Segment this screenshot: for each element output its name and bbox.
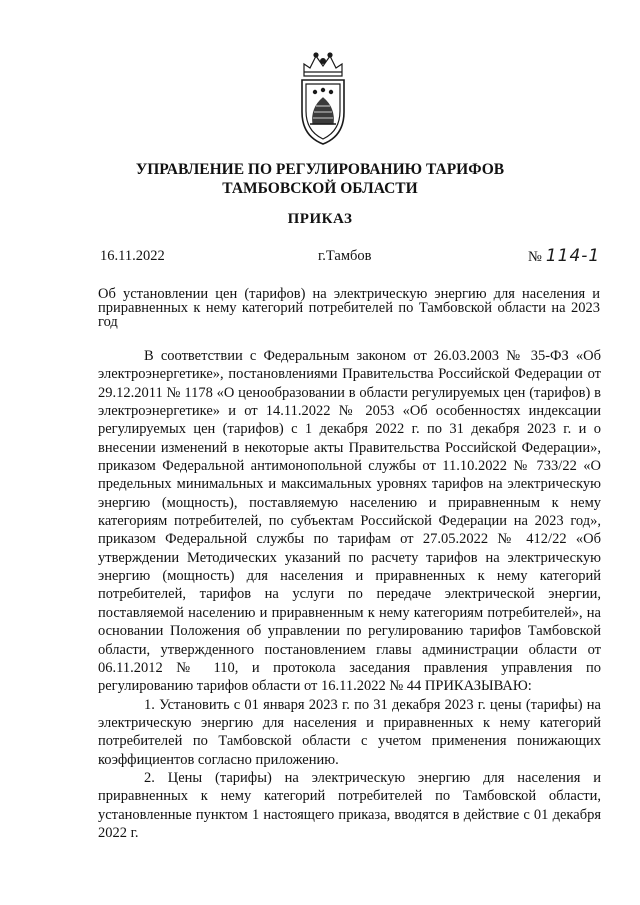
- org-name-line2: ТАМБОВСКОЙ ОБЛАСТИ: [222, 180, 418, 197]
- clause-1: 1. Установить с 01 января 2023 г. по 31 декабря 2023 г. цены (тарифы) на электрическую энергию для населения и приравненных к нему категорий потребителей по Тамбовской области с учетом применения понижающих коэффициентов согласно приложению.: [98, 696, 601, 768]
- document-date: 16.11.2022: [100, 248, 165, 264]
- document-subject: Об установлении цен (тарифов) на электрическую энергию для населения и приравненных к нему категорий потребителей по Тамбовской области на 2023 год: [98, 286, 600, 330]
- number-sign: №: [528, 249, 542, 265]
- tambov-coat-of-arms-icon: [296, 50, 350, 146]
- document-type: ПРИКАЗ: [287, 211, 353, 227]
- handwritten-number: 114-1: [545, 246, 601, 266]
- clause-2: 2. Цены (тарифы) на электрическую энергию для населения и приравненных к нему категорий потребителей по Тамбовской области, установленные пунктом 1 настоящего приказа, вводятся в действие с 01 декабря 2022 г.: [98, 769, 601, 841]
- document-number: [528, 246, 600, 266]
- preamble-paragraph: В соответствии с Федеральным законом от 26.03.2003 № 35-ФЗ «Об электроэнергетике», постановлениями Правительства Российской Федерации от 29.12.2011 № 1178 «О ценообразовании в области регулируемых цен (тарифов) в электроэнергетике» и от 14.11.2022 № 2053 «Об особенностях индексации регулируемых цен (тарифов) с 1 декабря 2022 г. по 31 декабря 2023 г. и о внесении изменений в некоторые акты Правительства Российской Федерации», приказом Федеральной антимонопольной службы от 11.10.2022 № 733/22 «О предельных минимальных и максимальных уровнях тарифов на электрическую энергию (мощность), поставляемую населению и приравненным к нему категориям потребителей, по субъектам Российской Федерации на 2023 год», приказом Федеральной службы по тарифам от 27.05.2022 № 412/22 «Об утверждении Методических указаний по расчету тарифов на электрическую энергию (мощность) для населения и приравненных к нему категорий потребителей, тарифов на услуги по передаче электрической энергии, поставляемой населению и приравненным к нему категориям потребителей», на основании Положения об управлении по регулированию тарифов Тамбовской области, утвержденного постановлением главы администрации области от 06.11.2012 № 110, и протокола заседания правления управления по регулированию тарифов области от 16.11.2022 № 44 ПРИКАЗЫВАЮ:: [98, 348, 601, 695]
- org-name-line1: УПРАВЛЕНИЕ ПО РЕГУЛИРОВАНИЮ ТАРИФОВ: [135, 161, 505, 178]
- document-body: [98, 347, 601, 842]
- document-city: г.Тамбов: [318, 248, 372, 264]
